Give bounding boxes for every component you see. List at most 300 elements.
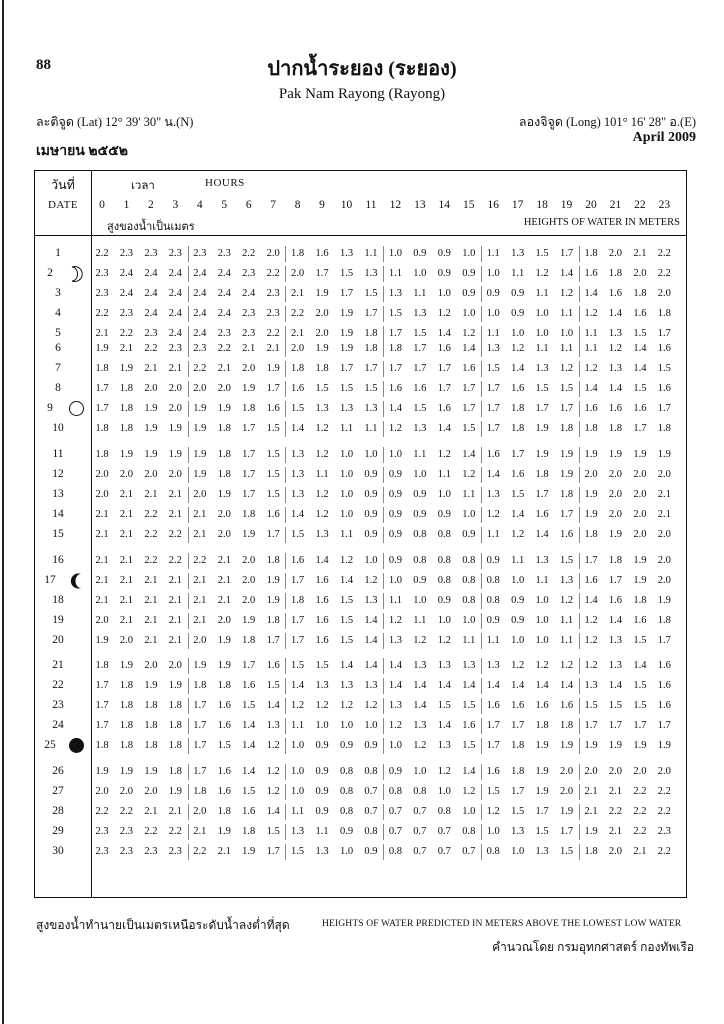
water-height-cell: 1.9 [193, 469, 207, 480]
water-height-cell: 1.7 [95, 403, 109, 414]
water-height-cell: 2.0 [657, 766, 671, 777]
column-separator [188, 844, 189, 860]
water-height-cell: 1.6 [486, 700, 500, 711]
page-number: 88 [36, 57, 51, 73]
water-height-cell: 1.4 [511, 680, 525, 691]
water-height-cell: 1.0 [535, 308, 549, 319]
column-separator [188, 527, 189, 543]
day-number: 27 [52, 785, 64, 797]
column-separator [579, 844, 580, 860]
water-height-cell: 2.0 [559, 766, 574, 777]
water-height-cell: 1.9 [193, 660, 207, 671]
water-height-cell: 1.1 [486, 248, 500, 259]
water-height-cell: 2.2 [119, 806, 133, 817]
water-height-cell: 1.9 [193, 423, 207, 434]
water-height-cell: 2.0 [657, 288, 671, 299]
water-height-cell: 1.9 [242, 529, 256, 540]
water-height-cell: 1.6 [535, 700, 549, 711]
water-height-cell: 1.7 [633, 423, 647, 434]
water-height-cell: 1.6 [266, 403, 280, 414]
column-separator [383, 593, 384, 609]
water-height-cell: 1.5 [339, 635, 354, 646]
water-height-cell: 1.7 [462, 403, 476, 414]
water-height-cell: 2.1 [144, 575, 158, 586]
column-separator [188, 678, 189, 694]
day-number: 17 [44, 574, 56, 586]
water-height-cell: 0.9 [413, 489, 427, 500]
water-height-cell: 1.8 [511, 766, 525, 777]
water-height-cell: 2.2 [291, 308, 305, 319]
hour-label: 0 [99, 199, 105, 211]
water-height-cell: 2.2 [217, 343, 231, 354]
hour-label: 11 [365, 199, 377, 211]
water-height-cell: 1.7 [535, 806, 549, 817]
water-height-cell: 2.1 [168, 363, 182, 374]
column-separator [383, 764, 384, 780]
water-height-cell: 2.1 [168, 509, 182, 520]
water-height-cell: 1.9 [193, 449, 207, 460]
water-height-cell: 1.7 [584, 720, 598, 731]
water-height-cell: 2.4 [168, 328, 182, 339]
column-separator [285, 678, 286, 694]
water-height-cell: 1.3 [315, 403, 329, 414]
water-height-cell: 2.0 [193, 635, 207, 646]
water-height-cell: 0.8 [462, 555, 476, 566]
water-height-cell: 2.0 [291, 343, 305, 354]
water-height-cell: 2.1 [168, 615, 182, 626]
water-height-cell: 0.9 [388, 469, 402, 480]
water-height-cell: 1.6 [437, 403, 451, 414]
water-height-cell: 2.1 [144, 635, 158, 646]
water-height-cell: 1.9 [168, 449, 182, 460]
water-height-cell: 1.9 [633, 555, 647, 566]
water-height-cell: 2.2 [193, 555, 207, 566]
water-height-cell: 2.0 [608, 766, 622, 777]
water-height-cell: 2.4 [168, 288, 182, 299]
water-height-cell: 1.1 [584, 343, 598, 354]
water-height-cell: 1.9 [217, 489, 231, 500]
water-height-cell: 1.7 [193, 766, 207, 777]
water-height-cell: 2.2 [168, 555, 182, 566]
water-height-cell: 1.4 [559, 268, 574, 279]
water-height-cell: 2.1 [266, 343, 280, 354]
water-height-cell: 0.9 [511, 308, 525, 319]
water-height-cell: 2.3 [217, 328, 231, 339]
water-height-cell: 1.9 [168, 680, 182, 691]
water-height-cell: 2.2 [657, 846, 671, 857]
water-height-cell: 1.3 [315, 846, 329, 857]
water-height-cell: 1.2 [584, 635, 598, 646]
table-row [35, 420, 686, 439]
column-separator [383, 527, 384, 543]
water-height-cell: 2.1 [217, 595, 231, 606]
water-height-cell: 2.0 [242, 555, 256, 566]
water-height-cell: 1.1 [315, 469, 329, 480]
column-separator [579, 361, 580, 377]
water-height-cell: 1.5 [339, 383, 354, 394]
water-height-cell: 2.3 [119, 308, 133, 319]
water-height-cell: 1.7 [559, 248, 574, 259]
water-height-cell: 1.0 [339, 846, 354, 857]
water-height-cell: 1.1 [584, 328, 598, 339]
water-height-cell: 1.2 [339, 555, 354, 566]
water-height-cell: 1.9 [584, 449, 598, 460]
hour-label: 9 [319, 199, 325, 211]
water-height-cell: 2.0 [193, 489, 207, 500]
water-height-cell: 2.1 [193, 595, 207, 606]
water-height-cell: 1.4 [388, 403, 402, 414]
water-height-cell: 1.8 [95, 423, 109, 434]
water-height-cell: 0.9 [315, 786, 329, 797]
water-height-cell: 1.9 [535, 786, 549, 797]
water-height-cell: 1.4 [437, 328, 451, 339]
water-height-cell: 1.8 [315, 363, 329, 374]
water-height-cell: 2.1 [95, 529, 109, 540]
water-height-cell: 0.9 [462, 288, 476, 299]
column-separator [579, 246, 580, 262]
water-height-cell: 2.3 [144, 846, 158, 857]
day-number: 19 [52, 614, 64, 626]
water-height-cell: 1.6 [315, 595, 329, 606]
water-height-cell: 1.6 [315, 248, 329, 259]
water-height-cell: 1.8 [535, 720, 549, 731]
column-separator [481, 658, 482, 674]
water-height-cell: 1.2 [584, 363, 598, 374]
water-height-cell: 2.1 [95, 595, 109, 606]
water-height-cell: 1.5 [242, 786, 256, 797]
water-height-cell: 1.7 [486, 740, 500, 751]
column-separator [481, 633, 482, 649]
water-height-cell: 1.6 [584, 268, 598, 279]
water-height-cell: 1.0 [486, 308, 500, 319]
water-height-cell: 1.6 [559, 529, 574, 540]
water-height-cell: 1.9 [608, 740, 622, 751]
water-height-cell: 1.9 [657, 595, 671, 606]
water-height-cell: 1.8 [119, 403, 133, 414]
water-height-cell: 1.6 [633, 308, 647, 319]
water-height-cell: 1.6 [266, 509, 280, 520]
water-height-cell: 0.9 [339, 826, 354, 837]
hour-label: 19 [560, 199, 573, 211]
water-height-cell: 2.1 [242, 343, 256, 354]
water-height-cell: 1.3 [364, 595, 378, 606]
water-height-cell: 1.7 [339, 363, 354, 374]
water-height-cell: 1.3 [608, 363, 622, 374]
water-height-cell: 2.0 [144, 660, 158, 671]
water-height-cell: 1.8 [119, 740, 133, 751]
water-height-cell: 2.4 [193, 328, 207, 339]
water-height-cell: 0.8 [339, 766, 354, 777]
water-height-cell: 2.3 [266, 308, 280, 319]
water-height-cell: 2.3 [144, 328, 158, 339]
column-separator [383, 361, 384, 377]
water-height-cell: 1.7 [95, 720, 109, 731]
column-separator [383, 573, 384, 589]
water-height-cell: 1.5 [291, 660, 305, 671]
water-height-cell: 1.4 [388, 660, 402, 671]
table-row [35, 526, 686, 545]
water-height-cell: 1.2 [584, 615, 598, 626]
water-height-cell: 1.7 [193, 700, 207, 711]
water-height-cell: 1.3 [388, 700, 402, 711]
water-height-cell: 0.7 [437, 846, 451, 857]
water-height-cell: 0.9 [486, 555, 500, 566]
column-separator [579, 593, 580, 609]
water-height-cell: 2.0 [217, 509, 231, 520]
water-height-cell: 2.0 [95, 615, 109, 626]
column-separator [285, 698, 286, 714]
water-height-cell: 1.0 [511, 846, 525, 857]
water-height-cell: 0.8 [339, 806, 354, 817]
water-height-cell: 1.8 [217, 469, 231, 480]
column-separator [285, 764, 286, 780]
water-height-cell: 1.9 [535, 449, 549, 460]
column-separator [383, 447, 384, 463]
date-header: DATE [47, 199, 79, 211]
water-height-cell: 1.7 [657, 720, 671, 731]
water-height-cell: 0.9 [364, 469, 378, 480]
water-height-cell: 1.2 [388, 720, 402, 731]
water-height-cell: 1.9 [535, 766, 549, 777]
water-height-cell: 1.9 [633, 575, 647, 586]
water-height-cell: 1.7 [242, 489, 256, 500]
column-separator [383, 467, 384, 483]
water-height-cell: 1.5 [462, 423, 476, 434]
table-row [35, 843, 686, 862]
hour-label: 21 [609, 199, 622, 211]
water-height-cell: 1.3 [486, 343, 500, 354]
water-height-cell: 1.0 [291, 786, 305, 797]
water-height-cell: 1.1 [364, 423, 378, 434]
water-height-cell: 1.5 [266, 680, 280, 691]
water-height-cell: 2.2 [266, 268, 280, 279]
column-separator [383, 421, 384, 437]
water-height-cell: 1.8 [608, 555, 622, 566]
water-height-cell: 2.4 [144, 288, 158, 299]
water-height-cell: 1.9 [339, 328, 354, 339]
water-height-cell: 0.8 [462, 575, 476, 586]
column-separator [383, 738, 384, 754]
water-height-cell: 1.7 [511, 720, 525, 731]
column-separator [285, 633, 286, 649]
water-height-cell: 1.1 [291, 720, 305, 731]
water-height-cell: 0.7 [437, 826, 451, 837]
water-height-cell: 1.6 [315, 615, 329, 626]
column-separator [285, 613, 286, 629]
water-height-cell: 2.4 [144, 308, 158, 319]
column-separator [188, 784, 189, 800]
column-separator [383, 401, 384, 417]
water-height-cell: 1.2 [339, 700, 354, 711]
water-height-cell: 1.1 [291, 806, 305, 817]
water-height-cell: 2.1 [608, 786, 622, 797]
water-height-cell: 1.8 [559, 489, 574, 500]
hour-label: 16 [487, 199, 499, 211]
water-height-cell: 2.1 [168, 595, 182, 606]
column-separator [579, 738, 580, 754]
water-height-cell: 0.9 [413, 248, 427, 259]
water-height-cell: 0.9 [486, 615, 500, 626]
column-separator [579, 286, 580, 302]
water-height-cell: 1.2 [413, 635, 427, 646]
water-height-cell: 2.0 [95, 786, 109, 797]
water-height-cell: 1.7 [95, 700, 109, 711]
hour-label: 22 [634, 199, 646, 211]
water-height-cell: 1.2 [266, 766, 280, 777]
water-height-cell: 1.9 [144, 403, 158, 414]
water-height-cell: 1.5 [339, 595, 354, 606]
water-height-cell: 1.8 [608, 268, 622, 279]
water-height-cell: 1.1 [462, 635, 476, 646]
last-quarter-moon-icon [68, 572, 84, 590]
water-height-cell: 1.8 [584, 529, 598, 540]
water-height-cell: 1.6 [217, 700, 231, 711]
column-separator [481, 421, 482, 437]
water-height-cell: 1.2 [388, 615, 402, 626]
water-height-cell: 1.9 [584, 489, 598, 500]
water-height-cell: 1.3 [291, 489, 305, 500]
water-height-cell: 1.6 [535, 509, 549, 520]
water-height-cell: 2.0 [657, 575, 671, 586]
column-separator [285, 658, 286, 674]
column-separator [188, 633, 189, 649]
water-height-cell: 0.9 [437, 595, 451, 606]
water-height-cell: 2.0 [95, 489, 109, 500]
column-separator [579, 341, 580, 357]
water-height-cell: 1.3 [462, 660, 476, 671]
water-height-cell: 2.1 [144, 595, 158, 606]
water-height-cell: 1.4 [535, 529, 549, 540]
water-height-cell: 1.8 [291, 363, 305, 374]
water-height-cell: 1.6 [242, 806, 256, 817]
water-height-cell: 2.0 [168, 403, 182, 414]
water-height-cell: 1.7 [462, 383, 476, 394]
water-height-cell: 1.5 [486, 363, 500, 374]
water-height-cell: 1.9 [559, 740, 574, 751]
water-height-cell: 1.6 [266, 660, 280, 671]
water-height-cell: 2.0 [217, 529, 231, 540]
water-height-cell: 1.6 [608, 403, 622, 414]
water-height-cell: 1.5 [266, 489, 280, 500]
water-height-cell: 1.8 [193, 786, 207, 797]
water-height-cell: 1.9 [144, 766, 158, 777]
column-separator [285, 593, 286, 609]
water-height-cell: 1.7 [339, 288, 354, 299]
table-row [35, 285, 686, 304]
water-height-cell: 1.3 [486, 489, 500, 500]
water-height-cell: 2.0 [608, 846, 622, 857]
water-height-cell: 1.5 [511, 489, 525, 500]
water-height-cell: 1.6 [413, 383, 427, 394]
water-height-cell: 2.1 [291, 328, 305, 339]
water-height-cell: 1.3 [291, 469, 305, 480]
footer-note-thai: สูงของน้ำทำนายเป็นเมตรเหนือระดับน้ำลงต่ำที่สุด [36, 918, 290, 932]
water-height-cell: 1.5 [266, 449, 280, 460]
water-height-cell: 1.2 [266, 786, 280, 797]
water-height-cell: 1.9 [315, 343, 329, 354]
water-height-cell: 2.0 [608, 509, 622, 520]
water-height-cell: 2.1 [119, 509, 133, 520]
water-height-cell: 1.8 [144, 720, 158, 731]
water-height-cell: 1.4 [462, 766, 476, 777]
hour-label: 12 [389, 199, 402, 211]
table-row [35, 446, 686, 465]
column-separator [188, 593, 189, 609]
water-height-cell: 1.8 [511, 423, 525, 434]
water-height-cell: 2.3 [168, 248, 182, 259]
column-separator [383, 341, 384, 357]
water-height-cell: 1.4 [486, 469, 500, 480]
water-height-cell: 1.9 [95, 343, 109, 354]
water-height-cell: 2.0 [584, 766, 598, 777]
water-height-cell: 1.8 [291, 595, 305, 606]
water-height-cell: 1.0 [462, 308, 476, 319]
water-height-cell: 1.8 [242, 509, 256, 520]
water-height-cell: 2.0 [657, 529, 671, 540]
water-height-cell: 2.1 [291, 288, 305, 299]
water-height-cell: 1.9 [535, 740, 549, 751]
water-height-cell: 0.9 [437, 268, 451, 279]
column-separator [481, 246, 482, 262]
water-height-cell: 1.1 [511, 268, 525, 279]
column-separator [579, 824, 580, 840]
water-height-cell: 2.1 [217, 555, 231, 566]
column-separator [579, 804, 580, 820]
column-separator [579, 553, 580, 569]
water-height-cell: 1.8 [95, 449, 109, 460]
water-height-cell: 1.8 [168, 720, 182, 731]
water-height-cell: 1.8 [657, 615, 671, 626]
column-separator [383, 286, 384, 302]
water-height-cell: 1.2 [315, 700, 329, 711]
table-row [35, 763, 686, 782]
water-height-cell: 1.4 [608, 680, 622, 691]
water-height-cell: 1.4 [339, 575, 354, 586]
water-height-cell: 1.7 [364, 363, 378, 374]
hour-label: 14 [438, 199, 451, 211]
water-height-cell: 1.7 [193, 740, 207, 751]
water-height-cell: 1.5 [266, 423, 280, 434]
water-height-cell: 2.1 [193, 529, 207, 540]
water-height-cell: 1.6 [633, 615, 647, 626]
water-height-cell: 0.9 [315, 806, 329, 817]
water-height-cell: 1.7 [486, 403, 500, 414]
water-height-cell: 1.9 [584, 509, 598, 520]
hour-label: 4 [196, 199, 203, 211]
water-height-cell: 1.2 [462, 328, 476, 339]
day-number: 15 [52, 528, 64, 540]
column-separator [383, 678, 384, 694]
water-height-cell: 1.7 [486, 383, 500, 394]
water-height-cell: 1.7 [266, 846, 280, 857]
water-height-cell: 1.8 [584, 846, 598, 857]
water-height-cell: 1.6 [217, 786, 231, 797]
water-height-cell: 1.8 [217, 806, 231, 817]
water-height-cell: 1.1 [486, 635, 500, 646]
column-separator [285, 421, 286, 437]
water-height-cell: 1.9 [144, 680, 158, 691]
table-row [35, 340, 686, 359]
water-height-cell: 1.7 [633, 720, 647, 731]
water-height-cell: 2.4 [193, 288, 207, 299]
water-height-cell: 1.0 [339, 509, 354, 520]
water-height-cell: 2.4 [168, 308, 182, 319]
water-height-cell: 1.7 [242, 449, 256, 460]
water-height-cell: 1.3 [608, 328, 622, 339]
water-height-cell: 1.8 [657, 308, 671, 319]
water-height-cell: 2.3 [266, 288, 280, 299]
water-height-cell: 1.7 [486, 423, 500, 434]
